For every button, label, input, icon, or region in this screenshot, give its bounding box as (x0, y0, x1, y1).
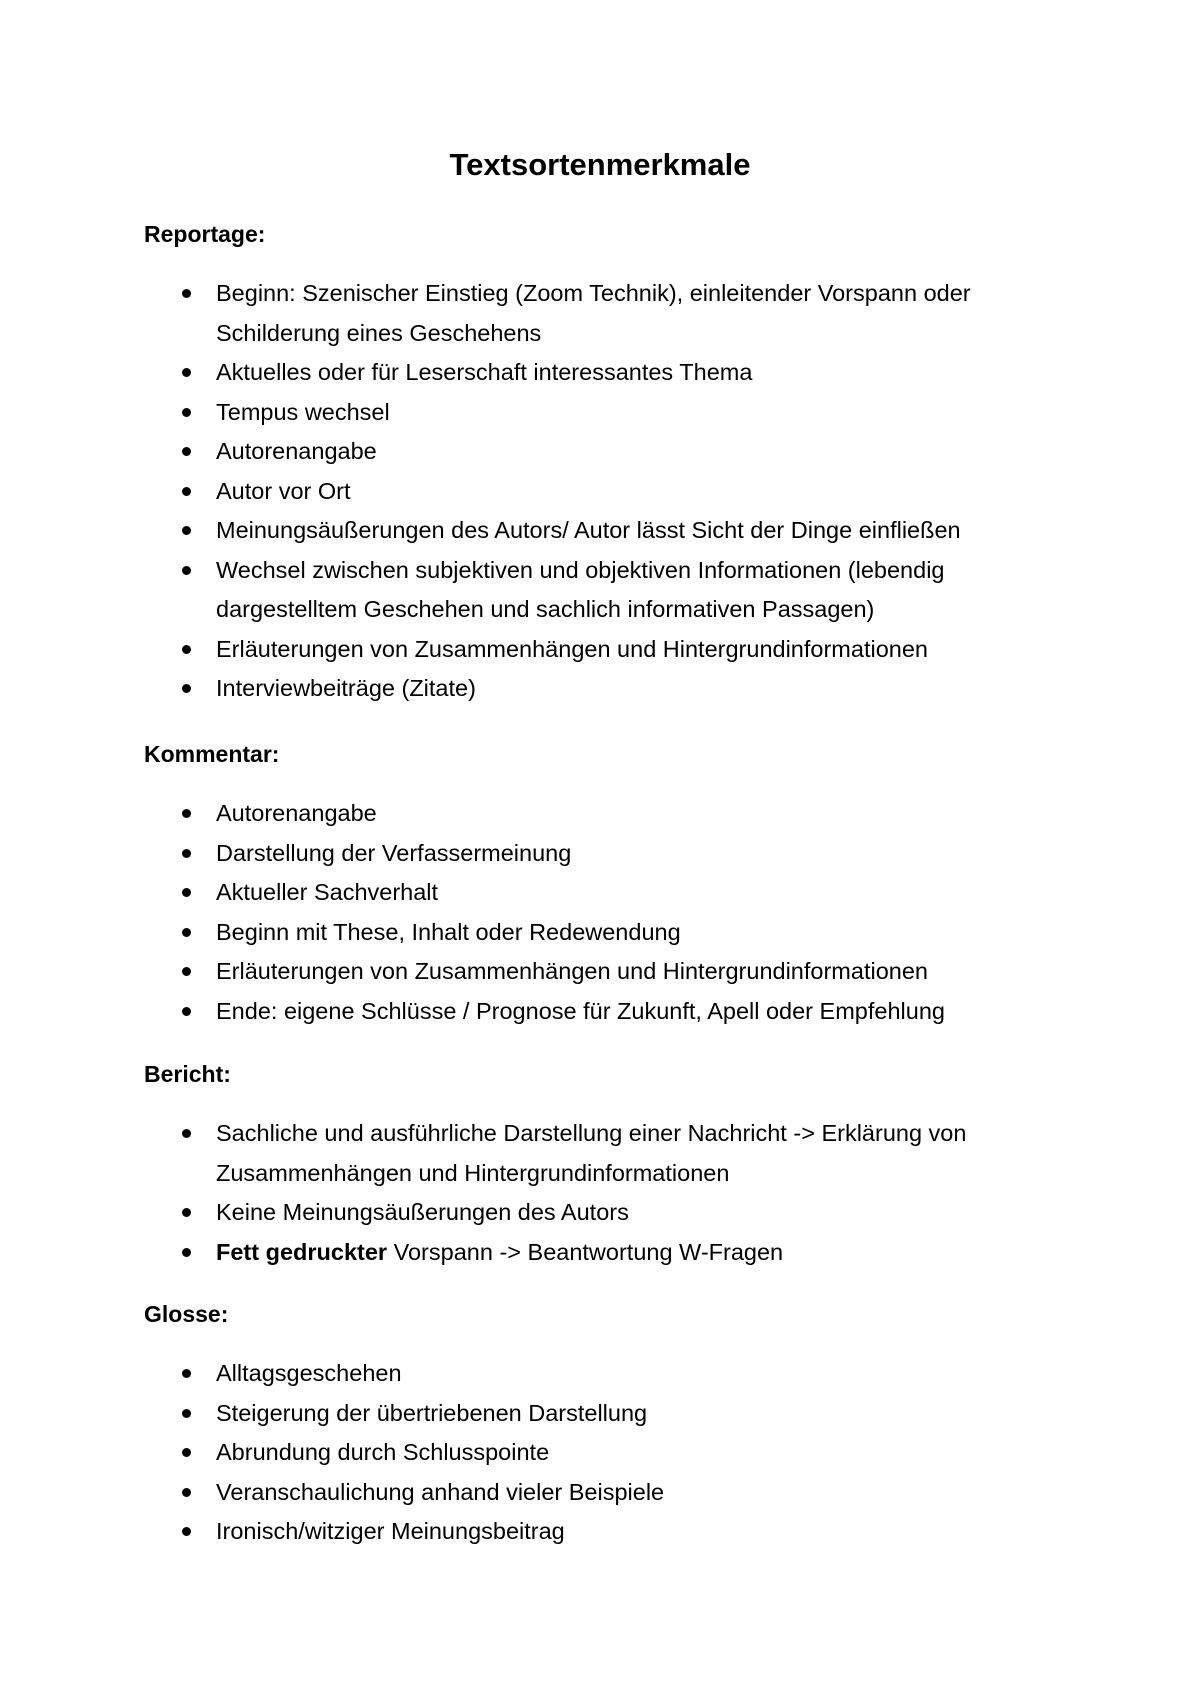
bullet-icon (182, 368, 191, 377)
bullet-icon (182, 1369, 191, 1378)
bold-text: Fett gedruckter (216, 1238, 388, 1265)
bullet-icon (182, 809, 191, 818)
list-item: Steigerung der übertriebenen Darstellung (0, 1394, 1076, 1434)
bericht-list (0, 1114, 1076, 1272)
bullet-icon (182, 684, 191, 693)
bullet-icon (182, 967, 191, 976)
list-item: Darstellung der Verfassermeinung (0, 834, 1076, 874)
list-item: Autor vor Ort (0, 472, 1076, 512)
list-item: Autorenangabe (0, 432, 1076, 472)
bullet-icon (182, 645, 191, 654)
bullet-icon (182, 526, 191, 535)
bullet-icon (182, 487, 191, 496)
list-item: Aktueller Sachverhalt (0, 873, 1076, 913)
list-item: Ende: eigene Schlüsse / Prognose für Zukunft, Apell oder Empfehlung (0, 992, 1076, 1032)
list-item: Wechsel zwischen subjektiven und objektiven Informationen (lebendig dargestelltem Geschehen und sachlich informativen Passagen) (0, 551, 1076, 630)
list-item: Autorenangabe (0, 794, 1076, 834)
section-heading-glosse: Glosse: (144, 1301, 229, 1327)
section-heading-kommentar: Kommentar: (144, 741, 280, 767)
bullet-icon (182, 1208, 191, 1217)
bullet-icon (182, 1248, 191, 1257)
bullet-icon (182, 289, 191, 298)
section-heading-bericht: Bericht: (144, 1061, 231, 1087)
bullet-icon (182, 566, 191, 575)
bullet-icon (182, 928, 191, 937)
list-item: Alltagsgeschehen (0, 1354, 1076, 1394)
glosse-list (0, 1354, 1076, 1552)
list-item: Ironisch/witziger Meinungsbeitrag (0, 1512, 1076, 1552)
list-item: Tempus wechsel (0, 393, 1076, 433)
list-item: Beginn mit These, Inhalt oder Redewendung (0, 913, 1076, 953)
list-item: Meinungsäußerungen des Autors/ Autor lässt Sicht der Dinge einfließen (0, 511, 1076, 551)
kommentar-list (0, 794, 1076, 1031)
section-heading-reportage: Reportage: (144, 221, 266, 247)
bullet-icon (182, 1007, 191, 1016)
list-item: Keine Meinungsäußerungen des Autors (0, 1193, 1076, 1233)
bullet-icon (182, 408, 191, 417)
list-item: Erläuterungen von Zusammenhängen und Hintergrundinformationen (0, 630, 1076, 670)
reportage-list (0, 274, 1076, 709)
bullet-icon (182, 1129, 191, 1138)
list-item: Beginn: Szenischer Einstieg (Zoom Technik), einleitender Vorspann oder Schilderung eines Geschehens (0, 274, 1076, 353)
list-item: Abrundung durch Schlusspointe (0, 1433, 1076, 1473)
list-item: Fett gedruckter Vorspann -> Beantwortung W-Fragen (0, 1233, 1076, 1273)
page-title: Textsortenmerkmale (449, 147, 751, 182)
list-item: Interviewbeiträge (Zitate) (0, 669, 1076, 709)
list-item: Aktuelles oder für Leserschaft interessantes Thema (0, 353, 1076, 393)
list-item: Erläuterungen von Zusammenhängen und Hintergrundinformationen (0, 952, 1076, 992)
bullet-icon (182, 1527, 191, 1536)
bullet-icon (182, 1488, 191, 1497)
bullet-icon (182, 1409, 191, 1418)
bullet-icon (182, 447, 191, 456)
bullet-icon (182, 888, 191, 897)
bullet-icon (182, 1448, 191, 1457)
bullet-icon (182, 849, 191, 858)
list-item: Veranschaulichung anhand vieler Beispiele (0, 1473, 1076, 1513)
list-item: Sachliche und ausführliche Darstellung einer Nachricht -> Erklärung von Zusammenhängen und Hintergrundinformationen (0, 1114, 1076, 1193)
